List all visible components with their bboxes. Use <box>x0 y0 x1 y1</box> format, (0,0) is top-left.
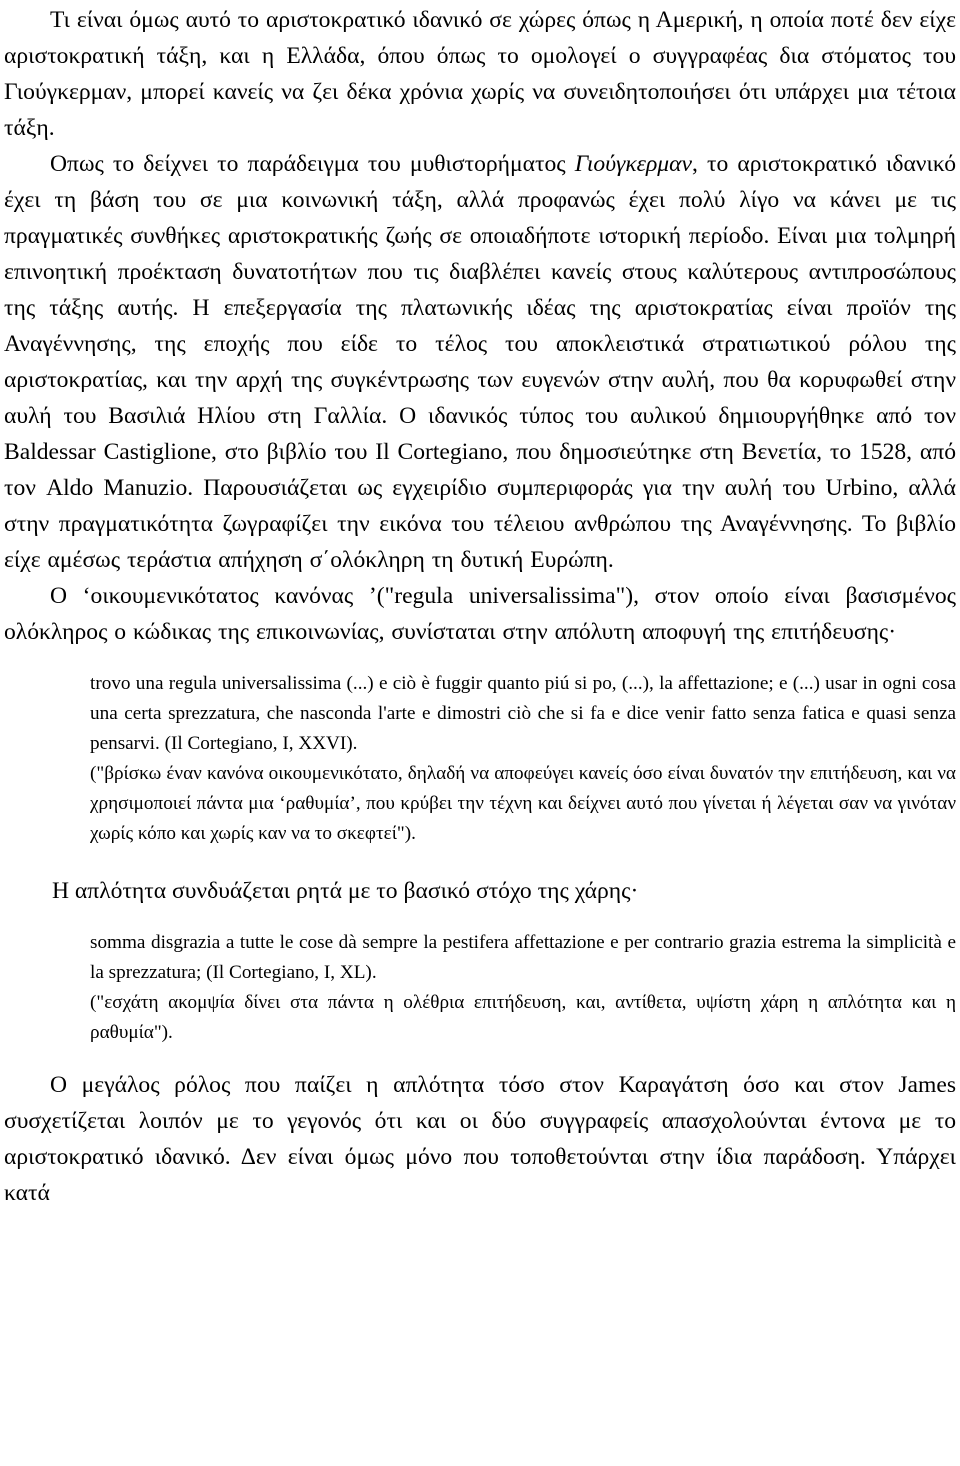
paragraph-simplicity-grace: Η απλότητα συνδυάζεται ρητά με το βασικό στόχο της χάρης· <box>52 878 639 904</box>
paragraph-regula: Ο ‘οικουμενικότατος κανόνας ’("regula universalissima"), στον οποίο είναι βασισμένος ολόκληρος ο κώδικας της επικοινωνίας, συνίσταται στην απόλυτη αποφυγή της επιτήδευσης· <box>4 583 956 645</box>
paragraph-conclusion: Ο μεγάλος ρόλος που παίζει η απλότητα τόσο στον Καραγάτση όσο και στον James συσχετίζεται λοιπόν με το γεγονός ότι και οι δύο συγγραφείς απασχολούνται έντονα με το αριστοκρατικό ιδανικό. Δεν είναι όμως μόνο που τοποθετούνται στην ίδια παράδοση. Υπάρχει κατά <box>4 1072 956 1206</box>
quote-italian: trovo una regula universalissima (...) e ciò è fuggir quanto piú si po, (...), la affettazione; e (...) usar in ogni cosa una certa sprezzatura, che nasconda l'arte e dimostri ciò che si fa e dice venir fatto senza fatica e quasi senza pensarvi. (Il Cortegiano, I, XXVI). <box>90 673 956 754</box>
paragraph-text: , το αριστοκρατικό ιδανικό έχει τη βάση του σε μια κοινωνική τάξη, αλλά προφανώς έχει πολύ λίγο να κάνει με τις πραγματικές συνθήκες αριστοκρατικής ζωής σε οποιαδήποτε ιστορική περίοδο. Είναι μια τολμηρή επινοητική προέκταση δυνατοτήτων που τις διαβλέπει κανείς στους καλύτερους αντιπροσώπους της τάξης αυτής. Η επεξεργασία της πλατωνικής ιδέας της αριστοκρατίας είναι προϊόν της Αναγέννησης, της εποχής που είδε το τέλος του αποκλειστικά στρατιωτικού ρόλου της αριστοκρατίας, και την αρχή της συγκέντρωσης των ευγενών στην αυλή, που θα κορυφωθεί στην αυλή του Βασιλιά Ηλίου στη Γαλλία. Ο ιδανικός τύπος του αυλικού δημιουργήθηκε από τον Baldessar Castiglione, στο βιβλίο του Il Cortegiano, που δημοσιεύτηκε στη Βενετία, το 1528, από τον Aldo Manuzio. Παρουσιάζεται ως εγχειρίδιο συμπεριφοράς για την αυλή του Urbino, αλλά στην πραγματικότητα ζωγραφίζει την εικόνα του τέλειου ανθρώπου της Αναγέννησης. Το βιβλίο είχε αμέσως τεράστια απήχηση σ΄ολόκληρη τη δυτική Ευρώπη. <box>4 151 956 573</box>
novel-title: Γιούγκερμαν <box>574 151 692 177</box>
paragraph-text: Οπως το δείχνει το παράδειγμα του μυθιστορήματος <box>50 151 575 177</box>
quote-greek-translation: ("εσχάτη ακομψία δίνει στα πάντα η ολέθρια επιτήδευση, και, αντίθετα, υψίστη χάρη η απλότητα και η ραθυμία"). <box>90 992 956 1043</box>
quote-greek-translation: ("βρίσκω έναν κανόνα οικουμενικότατο, δηλαδή να αποφεύγει κανείς όσο είναι δυνατόν την επιτήδευση, και να χρησιμοποιεί πάντα μια ‘ραθυμία’, που κρύβει την τέχνη και δείχνει αυτό που γίνεται ή λέγεται σαν να γινόταν χωρίς κόπο και χωρίς καν να το σκεφτεί"). <box>90 763 956 844</box>
paragraph-intro: Τι είναι όμως αυτό το αριστοκρατικό ιδανικό σε χώρες όπως η Αμερική, η οποία ποτέ δεν είχε αριστοκρατική τάξη, και η Ελλάδα, όπου όπως το ομολογεί ο συγγραφέας δια στόματος του Γιούγκερμαν, μπορεί κανείς να ζει δέκα χρόνια χωρίς να συνειδητοποιήσει ότι υπάρχει μια τέτοια τάξη. <box>4 7 956 141</box>
quote-block-cortegiano-xl <box>4 928 956 1048</box>
quote-italian: somma disgrazia a tutte le cose dà sempre la pestifera affettazione e per contrario grazia estrema la simplicità e la sprezzatura; (Il Cortegiano, I, XL). <box>90 932 956 983</box>
paragraph-aristocratic-ideal <box>4 146 956 578</box>
quote-block-cortegiano-xxvi <box>4 669 956 849</box>
